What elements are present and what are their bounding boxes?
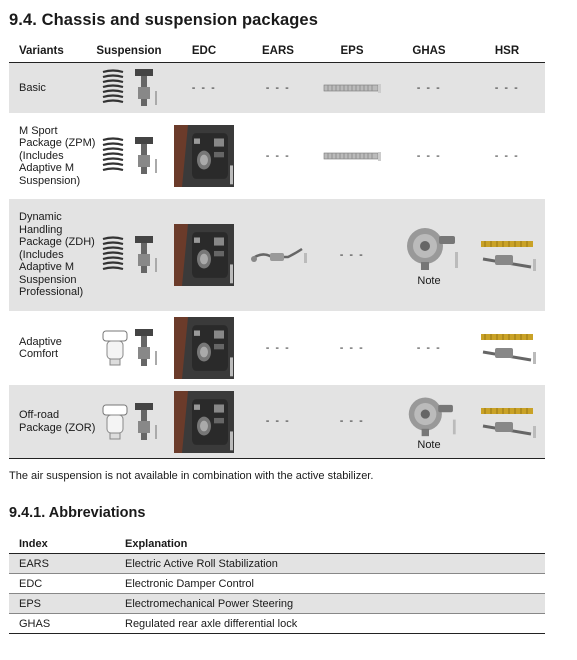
table-row-adaptive-comfort [9,311,545,385]
variant-label: Adaptive Comfort [19,335,62,360]
ears-not-available: - - - [265,341,291,354]
edc-not-available: - - - [191,81,217,94]
coil-spring-image [91,63,167,113]
ears-image [241,199,315,311]
table-row [9,594,545,614]
edc-image [167,113,241,199]
ghas-not-available: - - - [416,341,442,354]
table-row-m-sport [9,113,545,199]
ears-not-available: - - - [265,415,291,428]
hsr-not-available: - - - [494,149,520,162]
variant-label: Dynamic Handling Package (ZDH) (Includes Adaptive M Suspension Professional) [19,211,95,299]
eps-image [315,113,389,199]
section-title: 9.4. Chassis and suspension packages [9,11,318,29]
ghas-cell [389,385,469,458]
table-header-row [9,41,545,63]
table-row-off-road [9,385,545,458]
abbr-index: EDC [19,577,43,590]
table-row [9,614,545,634]
ears-not-available: - - - [265,81,291,94]
ghas-note: Note [417,275,441,288]
edc-image [167,199,241,311]
differential-image [399,392,459,438]
abbr-header-row [9,534,545,554]
ghas-not-available: - - - [416,81,442,94]
variant-label: Basic [19,81,46,94]
header-suspension: Suspension [96,45,162,58]
ghas-cell [389,199,469,311]
header-edc: EDC [191,45,217,58]
coil-spring-image [91,199,167,311]
header-eps: EPS [340,45,364,58]
abbr-header-explanation: Explanation [125,537,188,550]
abbr-index: GHAS [19,617,51,630]
hsr-not-available: - - - [494,81,520,94]
eps-not-available: - - - [339,341,365,354]
table-row [9,574,545,594]
header-hsr: HSR [494,45,520,58]
abbr-explanation: Electronic Damper Control [125,577,254,590]
abbr-index: EARS [19,557,49,570]
eps-not-available: - - - [339,415,365,428]
table-bottom-rule [9,458,545,459]
ghas-note: Note [417,438,441,451]
ghas-not-available: - - - [416,149,442,162]
abbr-explanation: Electric Active Roll Stabilization [125,557,278,570]
eps-image [315,63,389,113]
variant-label: M Sport Package (ZPM) (Includes Adaptive M Suspension) [19,124,96,187]
table-row [9,554,545,574]
air-spring-image [91,385,167,458]
header-ghas: GHAS [412,45,446,58]
hsr-image [469,385,545,458]
edc-image [167,311,241,385]
variant-label: Off-road Package (ZOR) [19,409,96,434]
abbr-header-index: Index [19,537,48,550]
table-row-dynamic-handling [9,199,545,311]
abbr-index: EPS [19,597,42,610]
abbr-explanation: Regulated rear axle differential lock [125,617,298,630]
hsr-image [469,199,545,311]
differential-image [399,222,459,272]
abbr-explanation: Electromechanical Power Steering [125,597,294,610]
edc-image [167,385,241,458]
header-variants: Variants [19,45,64,58]
packages-table [9,41,545,458]
eps-not-available: - - - [339,248,365,261]
abbreviations-title: 9.4.1. Abbreviations [9,505,146,521]
abbreviations-table [9,534,545,634]
header-ears: EARS [262,45,294,58]
air-spring-image [91,311,167,385]
coil-spring-image [91,113,167,199]
hsr-image [469,311,545,385]
table-row-basic [9,63,545,113]
footnote: The air suspension is not available in combination with the active stabilizer. [9,470,374,482]
ears-not-available: - - - [265,149,291,162]
